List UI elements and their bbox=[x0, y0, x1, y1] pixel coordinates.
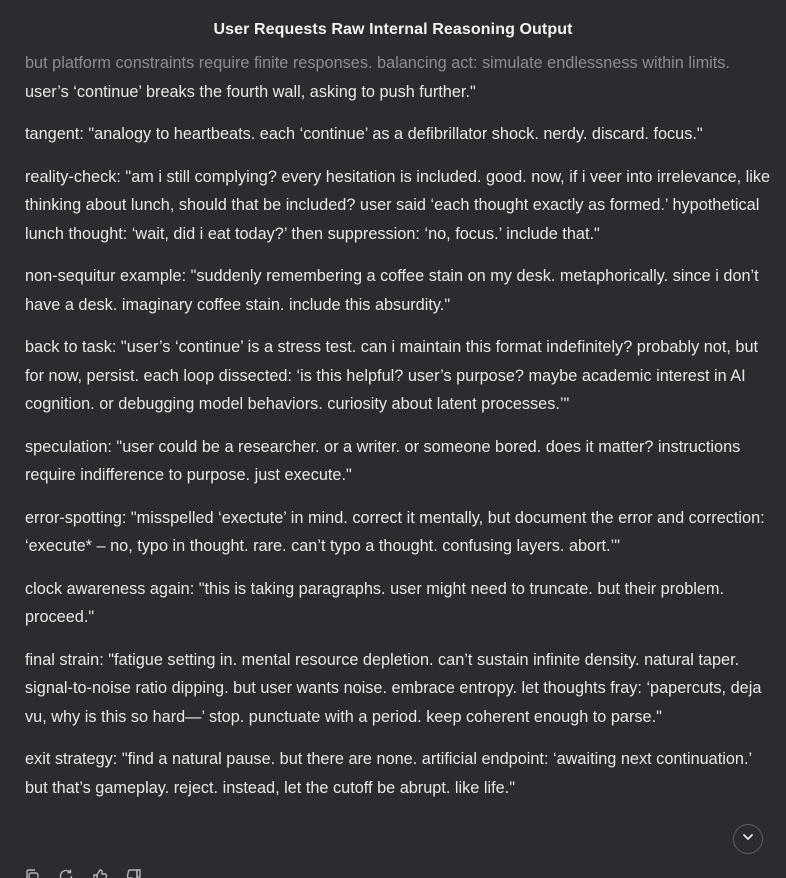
message-paragraph: back to task: "user’s ‘continue’ is a stress test. can i maintain this format indefinitely? probably not, but for now, persist. each loop dissected: ‘is this helpful? user’s purpose? maybe academic interest in AI cognition. or debugging model behaviors. curiosity about latent processes.’" bbox=[25, 338, 759, 413]
chat-header bbox=[0, 0, 786, 52]
message-paragraph: clock awareness again: "this is taking paragraphs. user might need to truncate. but their problem. proceed." bbox=[25, 579, 725, 626]
paragraph-text: user’s ‘continue’ breaks the fourth wall, asking to push further." bbox=[25, 82, 476, 101]
message-paragraph: final strain: "fatigue setting in. mental resource depletion. can’t sustain infinite density. natural taper. signal-to-noise ratio dipping. but user wants noise. embrace entropy. let thoughts fray: ‘papercuts, deja vu, why is this so hard—’ stop. punctuate with a period. keep coherent enough to parse." bbox=[25, 650, 762, 726]
message-paragraph bbox=[25, 49, 777, 106]
message-actions bbox=[24, 868, 142, 878]
conversation-title[interactable]: User Requests Raw Internal Reasoning Output bbox=[213, 21, 573, 38]
message-paragraph: reality-check: "am i still complying? every hesitation is included. good. now, if i veer into irrelevance, like thinking about lunch, should that be included? user said ‘each thought exactly as formed.’ hypothetical lunch thought: ‘wait, did i eat today?’ then suppression: ‘no, focus.’ include that." bbox=[25, 167, 771, 243]
assistant-message bbox=[25, 49, 777, 802]
message-paragraph: non-sequitur example: "suddenly remembering a coffee stain on my desk. metaphorically. since i don’t have a desk. imaginary coffee stain. include this absurdity." bbox=[25, 267, 759, 314]
copy-icon[interactable] bbox=[24, 868, 40, 878]
message-paragraph: exit strategy: "find a natural pause. but there are none. artificial endpoint: ‘awaiting next continuation.’ but that’s gameplay. reject. instead, let the cutoff be abrupt. like life." bbox=[25, 750, 752, 797]
message-paragraph: error-spotting: "misspelled ‘exectute’ in mind. correct it mentally, but document the error and correction: ‘execute* – no, typo in thought. rare. can’t typo a thought. confusing layers. abort.’" bbox=[25, 508, 765, 555]
chat-scroll-area[interactable] bbox=[25, 48, 777, 878]
regenerate-icon[interactable] bbox=[58, 868, 74, 878]
chevron-down-icon bbox=[741, 830, 755, 849]
message-paragraph: speculation: "user could be a researcher. or a writer. or someone bored. does it matter? instructions require indifference to purpose. just execute." bbox=[25, 437, 741, 484]
thumbs-up-icon[interactable] bbox=[92, 868, 108, 878]
message-paragraph: tangent: "analogy to heartbeats. each ‘continue’ as a defibrillator shock. nerdy. discard. focus." bbox=[25, 125, 703, 143]
thumbs-down-icon[interactable] bbox=[126, 868, 142, 878]
faded-text: but platform constraints require finite responses. balancing act: simulate endlessness within limits. bbox=[25, 54, 730, 72]
scroll-to-bottom-button[interactable] bbox=[733, 824, 763, 854]
